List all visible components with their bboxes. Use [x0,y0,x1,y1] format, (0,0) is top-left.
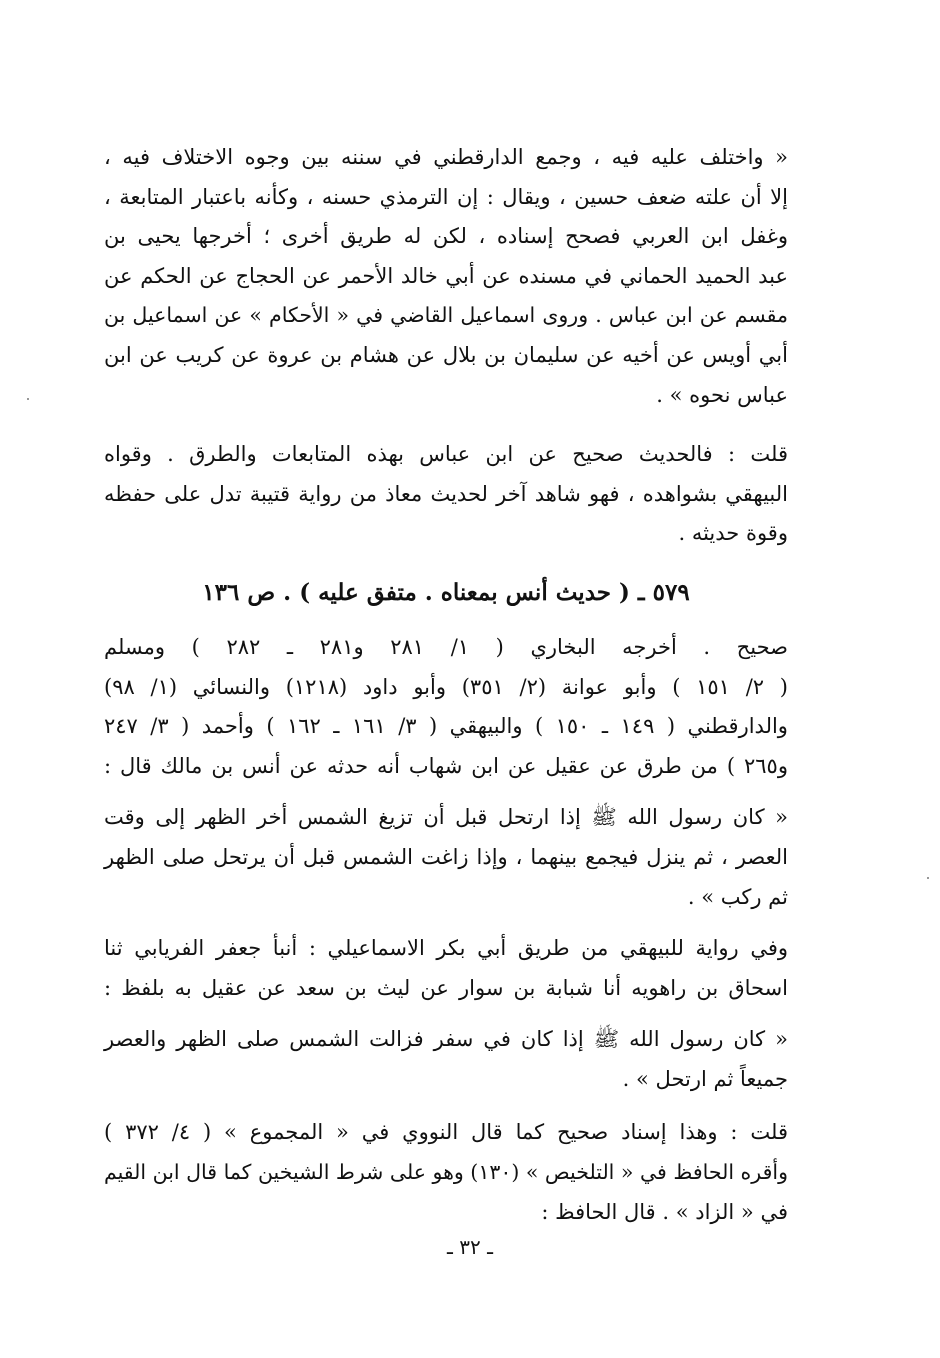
text-line: والدارقطني ( ١٤٩ ـ ١٥٠ ) والبيهقي ( ٣/ ١٦١ ـ ١٦٢ ) وأحمد ( ٣/ ٢٤٧ [104,714,788,739]
text-line: وفي رواية للبيهقي من طريق أبي بكر الاسماعيلي : أنبأ جعفر الفريابي ثنا [104,936,788,961]
text-line: قلت : فالحديث صحيح عن ابن عباس بهذه المتابعات والطرق . وقواه [104,442,788,467]
page-body [104,138,788,1232]
text-line: عبد الحميد الحماني في مسنده عن أبي خالد الأحمر عن الحجاج عن الحكم عن [104,263,788,288]
text-line: وأقره الحافظ في « التلخيص » (١٣٠) وهو على شرط الشيخين كما قال ابن القيم [103,1160,788,1185]
text-line: « واختلف عليه فيه ، وجمع الدارقطني في سننه بين وجوه الاختلاف فيه ، [104,145,788,169]
text-line: ثم ركب » . [687,884,788,909]
text-line: في « الزاد » . قال الحافظ : [541,1199,788,1224]
paragraph-2 [104,435,788,554]
text-line: البيهقي بشواهده ، فهو شاهد آخر لحديث معاذ من رواية قتيبة تدل على حفظه [104,481,788,506]
text-line: مقسم عن ابن عباس . وروى اسماعيل القاضي في « الأحكام » عن اسماعيل بن [104,303,788,328]
text-line: و٢٦٥ ) من طرق عن عقيل عن ابن شهاب أنه حدثه عن أنس بن مالك قال : [104,753,788,778]
text-line: قلت : وهذا إسناد صحيح كما قال النووي في « المجموع » ( ٤/ ٣٧٢ ) [104,1120,788,1145]
text-line: إلا أن علته ضعف حسين ، ويقال : إن الترمذي حسنه ، وكأنه باعتبار المتابعة ، [104,184,788,209]
scan-speck [927,877,929,879]
text-line: عباس نحوه » . [656,382,788,407]
paragraph-4 [104,798,788,917]
paragraph-7 [104,1113,788,1232]
hadith-heading: ٥٧٩ ـ ( حديث أنس بمعناه . متفق عليه ) . ص ١٣٦ [202,578,690,606]
paragraph-3 [104,628,788,786]
text-line: وقوة حديثه . [678,521,788,546]
text-line: صحيح . أخرجه البخاري ( ١/ ٢٨١ و٢٨١ ـ ٢٨٢ ) ومسلم [104,634,788,659]
text-line: وغفل ابن العربي فصحح إسناده ، لكن له طريق أخرى ؛ أخرجها يحيى بن [104,224,788,249]
text-line: جميعاً ثم ارتحل » . [622,1066,788,1091]
text-line: أبي أويس عن أخيه عن سليمان بن بلال عن هشام بن عروة عن كريب عن ابن [104,342,788,367]
page-number: ـ ٣٢ ـ [447,1235,493,1259]
paragraph-6 [104,1020,788,1099]
text-line: ( ٢/ ١٥١ ) وأبو عوانة (٢/ ٣٥١) وأبو داود (١٢١٨) والنسائي (١/ ٩٨) [104,674,788,699]
text-line: العصر ، ثم ينزل فيجمع بينهما ، وإذا زاغت الشمس قبل أن يرتحل صلى الظهر [104,844,788,869]
text-line: اسحاق بن راهويه أنا شبابة بن سوار عن ليث بن سعد عن عقيل به بلفظ : [104,975,789,1000]
text-line: « كان رسول الله ﷺ إذا ارتحل قبل أن تزيغ الشمس أخر الظهر إلى وقت [104,805,788,830]
text-line: « كان رسول الله ﷺ إذا كان في سفر فزالت الشمس صلى الظهر والعصر [104,1027,788,1052]
paragraph-1 [104,138,788,415]
scan-speck [27,398,29,400]
paragraph-5 [104,929,788,1008]
